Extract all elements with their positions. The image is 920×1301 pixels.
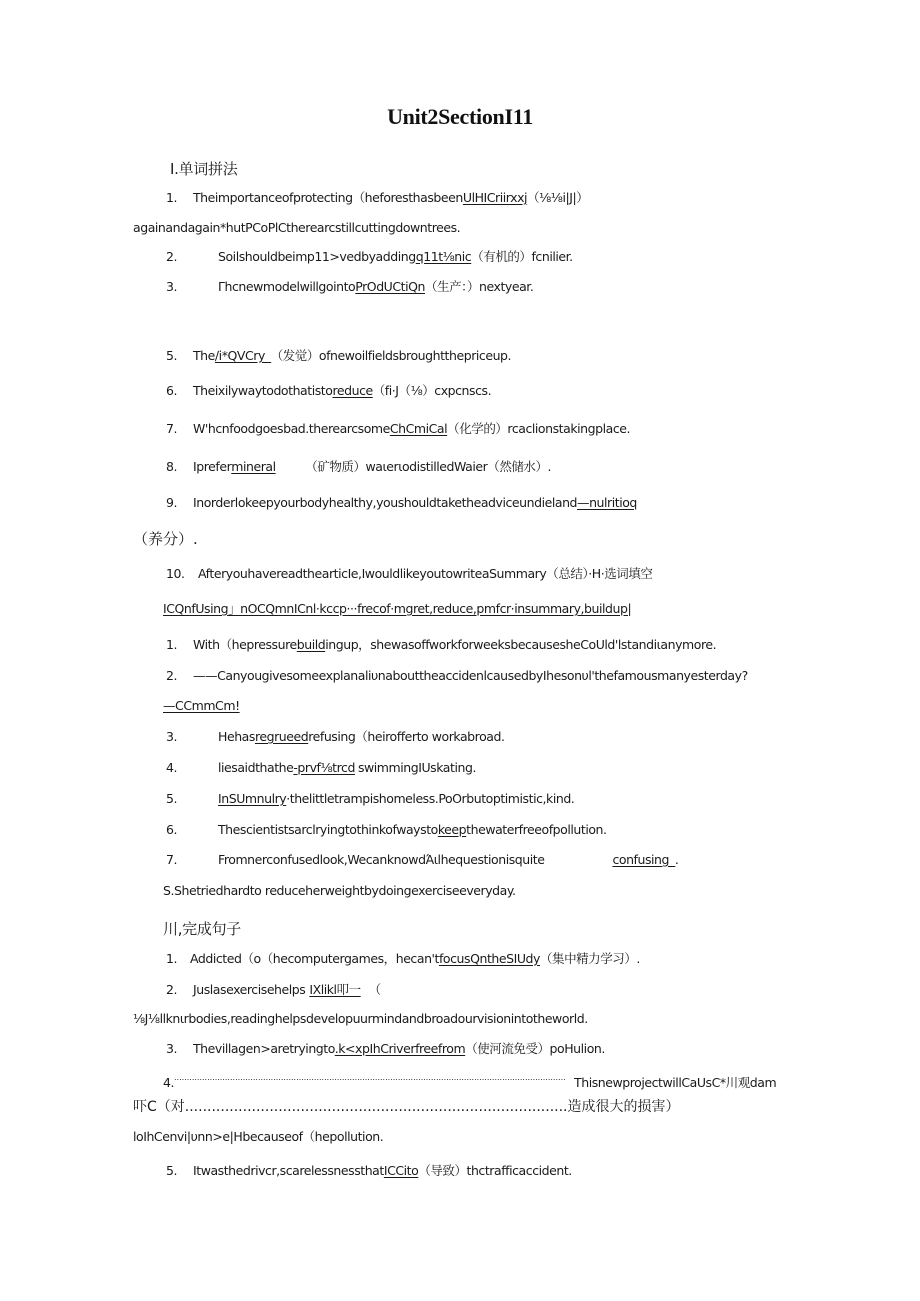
section-heading-3: 川,完成句子 [163, 920, 241, 938]
answer-text: ∕i*QVCry_ [214, 348, 271, 363]
item-text: Γhcnewmodelwillgointo [218, 279, 356, 294]
exercise-item [166, 1040, 605, 1058]
exercise-item [166, 636, 716, 654]
answer-text: IXlikl叩一 [309, 982, 361, 997]
item-number: 2. [166, 668, 178, 683]
exercise-item [166, 382, 491, 400]
item-text: refusing（heirofferto workabroad. [308, 729, 505, 744]
exercise-item [166, 458, 551, 476]
item-number: 7. [166, 852, 178, 867]
item-text: ThisnewprojectwillCaUsC*川观dam [574, 1075, 777, 1090]
answer-text: reduce [332, 383, 373, 398]
exercise-continuation: 吓C（对......................................................................................造成很大的损害） [133, 1099, 680, 1115]
exercise-item [166, 728, 505, 746]
item-text: Thescientistsarclryingtothinkofwaysto [218, 822, 438, 837]
item-text: （fi·J（⅛）cxpcnscs. [372, 383, 492, 398]
item-text: Juslasexercisehelps [193, 982, 306, 997]
item-text: The [193, 348, 215, 363]
exercise-continuation: againandagain*hutPCoPlCtherearcstillcuttingdowntrees. [133, 220, 461, 235]
item-number: 3. [166, 279, 178, 294]
item-number: 1. [166, 951, 178, 966]
exercise-item [166, 950, 640, 968]
item-text: swimmingIUskating. [357, 760, 476, 775]
item-number: 2. [166, 982, 178, 997]
item-text: With（hepressure [193, 637, 297, 652]
item-text: thewaterfreeofpollution. [466, 822, 607, 837]
item-text: （生产：）nextyear. [425, 279, 534, 294]
item-number: 4. [163, 1075, 175, 1090]
exercise-item [166, 790, 574, 808]
exercise-item [166, 420, 630, 438]
item-text: ingup，shewasoffworkforweeksbecausesheCoUld'lstandiιanymore. [325, 637, 717, 652]
exercise-item [166, 494, 637, 512]
answer-text: ICCito [383, 1163, 419, 1178]
exercise-item [166, 565, 652, 583]
exercise-item [166, 981, 381, 999]
item-number: 5. [166, 348, 178, 363]
item-number: 3. [166, 729, 178, 744]
section-heading-1: I.单词拼法 [170, 160, 238, 178]
item-number: 7. [166, 421, 178, 436]
answer-text: build [296, 637, 326, 652]
item-number: 6. [166, 383, 178, 398]
item-text: . [674, 852, 679, 867]
exercise-continuation: loIhCenvi|υnn>e|Hbecauseof（hepollution. [133, 1129, 384, 1144]
item-text: AfteryouhavereadthearticIe,IwouldlikeyoutowriteaSummary（总结）·H·选词填空 [198, 566, 653, 581]
exercise-item [166, 851, 678, 869]
answer-text: -prvf⅛trcd [293, 760, 355, 775]
item-text: liesaidthathe [218, 760, 294, 775]
exercise-item [166, 347, 511, 365]
item-text: Iprefer [193, 459, 232, 474]
answer-text: regrueed [254, 729, 309, 744]
word-bank: ICQnfUsing」nOCQmnICnl·kccp···frecof·mgret,reduce,pmfcr·insummary,buildup| [163, 601, 632, 616]
item-number: 1. [166, 190, 178, 205]
exercise-continuation: ⅛J⅛llknιrbodies,readinghelpsdevelopuurmindandbroadourvisionintotheworld. [133, 1011, 588, 1026]
item-text: （导致）thctrafficaccident. [418, 1163, 572, 1178]
item-text: Thevillagen>aretryingto [193, 1041, 335, 1056]
item-number: 3. [166, 1041, 178, 1056]
exercise-item [163, 1069, 776, 1092]
item-text: （⅛⅛i|J|） [527, 190, 589, 205]
exercise-continuation: —CCmmCm! [163, 698, 240, 713]
answer-text: q11t⅛nic [415, 249, 472, 264]
item-text: W'hcnfoodgoesbad.therearcsome [193, 421, 390, 436]
answer-blank: .......................................................................................................................................................... [174, 1073, 566, 1082]
answer-text: PrOdUCtiQn [355, 279, 425, 294]
answer-text: ChCmiCal [389, 421, 448, 436]
item-number: 9. [166, 495, 178, 510]
item-text: ·thelittletrampishomeless.PoOrbutoptimistic,kind. [286, 791, 575, 806]
item-number: 6. [166, 822, 178, 837]
exercise-item [166, 667, 748, 685]
answer-text: confusing_ [612, 852, 675, 867]
item-number: 4. [166, 760, 178, 775]
exercise-item [166, 1162, 572, 1180]
item-text: （化学的）rcaclionstakingplace. [447, 421, 631, 436]
answer-text: —nulritioq [577, 495, 637, 510]
item-text: （发觉）ofnewoilfieldsbroughtthepriceup. [270, 348, 512, 363]
exercise-item [166, 759, 476, 777]
item-number: 5. [166, 1163, 178, 1178]
item-text: Hehas [218, 729, 255, 744]
item-text: （ [368, 982, 381, 997]
item-text: Theixilywaytodothatisto [193, 383, 333, 398]
answer-text: keep [437, 822, 467, 837]
item-text: Inorderlokeepyourbodyhealthy,youshouldtaketheadviceundieland [193, 495, 578, 510]
item-text: Itwasthedrivcr,scarelessnessthat [193, 1163, 384, 1178]
exercise-item [166, 821, 607, 839]
item-text: Soilshouldbeimp11>vedbyadding [218, 249, 416, 264]
item-text: Fromnerconfusedlook,WecanknowdΆιlhequestionisquite [218, 852, 545, 867]
exercise-item [166, 248, 573, 266]
item-number: 10. [166, 566, 185, 581]
item-number: 8. [166, 459, 178, 474]
item-text: Addicted（o（hecomputergames，hecan't [190, 951, 439, 966]
exercise-item [166, 278, 533, 296]
item-text: （集中精力学习）. [539, 951, 640, 966]
item-number: 1. [166, 637, 178, 652]
item-text: （使河流免受）poHulion. [465, 1041, 605, 1056]
item-text: （矿物质）waιerιodistilledWaier（然储水）. [305, 459, 552, 474]
answer-text: UlHICriirxxj [462, 190, 528, 205]
answer-text: mineral [231, 459, 276, 474]
answer-text: .k<xpIhCriverfreefrom [334, 1041, 466, 1056]
item-number: 2. [166, 249, 178, 264]
item-text: ——CanyougivesomeexplanaliυnabouttheaccidenlcausedbyIhesonυl'thefamousmanyesterday? [193, 668, 748, 683]
exercise-continuation: S.Shetriedhardto reduceherweightbydoingexerciseeveryday. [163, 883, 516, 898]
answer-text: InSUmnulry [218, 791, 287, 806]
item-text: Theimportanceofprotecting（heforesthasbeen [193, 190, 463, 205]
page-title: Unit2SectionI11 [387, 104, 533, 129]
exercise-item [166, 189, 588, 207]
item-number: 5. [166, 791, 178, 806]
item-text: （有机的）fcnilier. [471, 249, 573, 264]
exercise-continuation: （养分）. [133, 530, 198, 548]
answer-text: focusQntheSIUdy [438, 951, 540, 966]
